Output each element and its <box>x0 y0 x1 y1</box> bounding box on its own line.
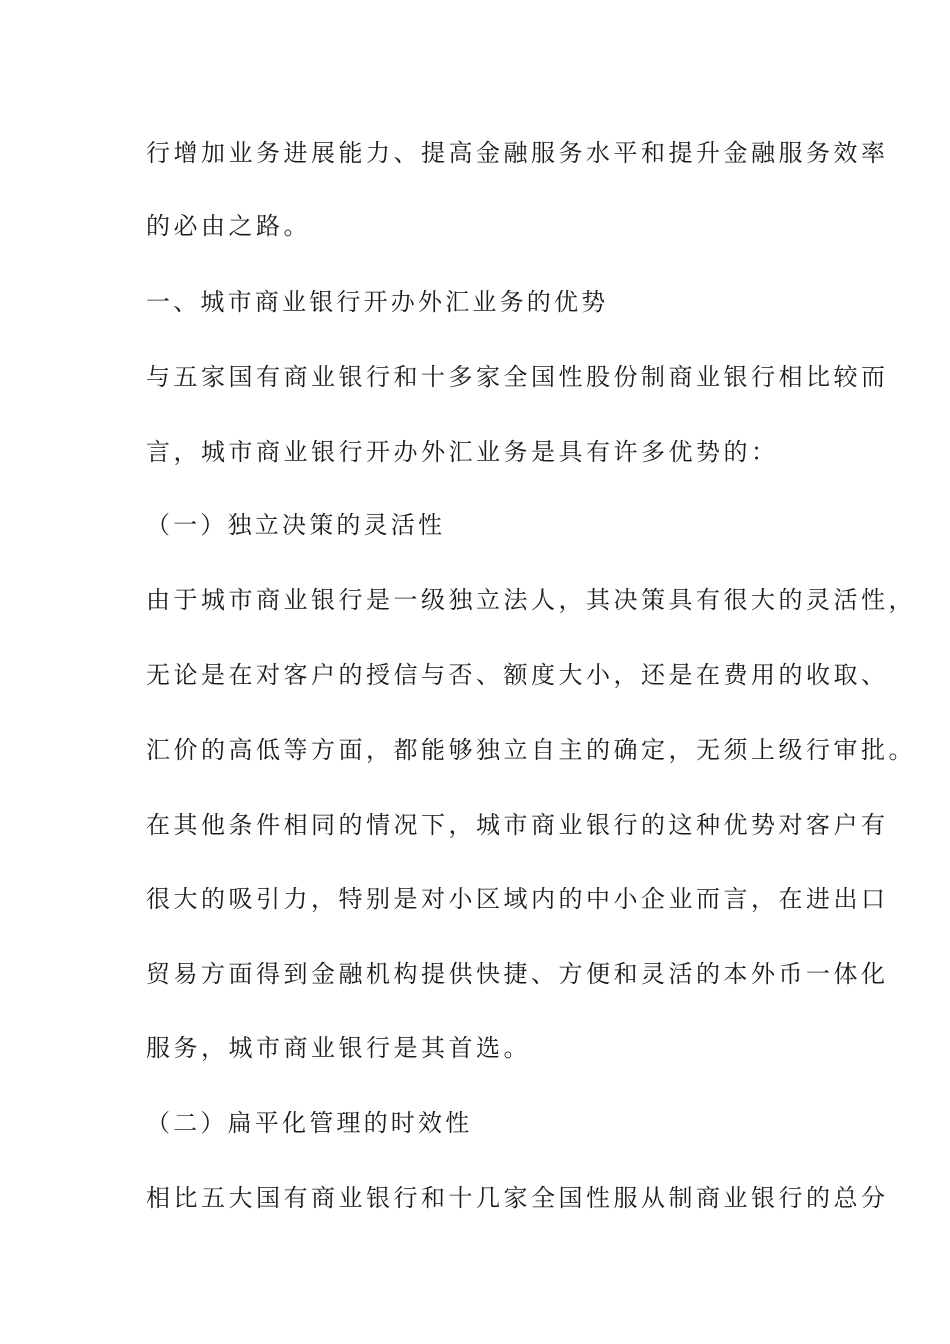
subsection-heading: （一）独立决策的灵活性 <box>146 511 446 539</box>
body-text-line: 贸易方面得到金融机构提供快捷、方便和灵活的本外币一体化 <box>146 960 889 988</box>
body-text-line: 由于城市商业银行是一级独立法人，其决策具有很大的灵活性， <box>146 586 916 614</box>
body-text-line: 行增加业务进展能力、提高金融服务水平和提升金融服务效率 <box>146 139 889 167</box>
body-text-line: 在其他条件相同的情况下，城市商业银行的这种优势对客户有 <box>146 811 889 839</box>
section-heading: 一、城市商业银行开办外汇业务的优势 <box>146 288 609 316</box>
subsection-heading: （二）扁平化管理的时效性 <box>146 1109 473 1137</box>
body-text-line: 相比五大国有商业银行和十几家全国性服从制商业银行的总分 <box>146 1184 889 1212</box>
body-text-line: 无论是在对客户的授信与否、额度大小，还是在费用的收取、 <box>146 661 889 689</box>
body-text-line: 服务，城市商业银行是其首选。 <box>146 1034 531 1062</box>
body-text-line: 与五家国有商业银行和十多家全国性股份制商业银行相比较而 <box>146 363 889 391</box>
body-text-line: 很大的吸引力，特别是对小区域内的中小企业而言，在进出口 <box>146 885 889 913</box>
body-text-line: 汇价的高低等方面，都能够独立自主的确定，无须上级行审批。 <box>146 736 916 764</box>
body-text-line: 的必由之路。 <box>146 212 311 240</box>
body-text-line: 言，城市商业银行开办外汇业务是具有许多优势的： <box>146 438 779 466</box>
